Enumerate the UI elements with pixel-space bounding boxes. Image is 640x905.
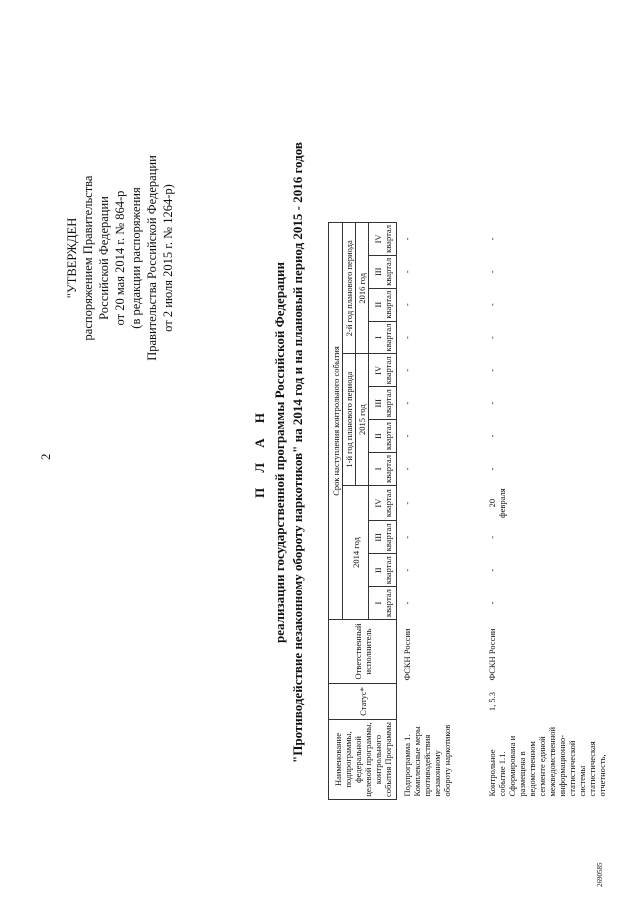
row-cell: - bbox=[402, 568, 412, 572]
row-cell: - bbox=[402, 303, 412, 307]
plan-program-name: "Противодействие незаконному обороту наркотиков" на 2014 год и на плановый период 2015 - 2016 годов bbox=[290, 142, 305, 763]
row-cell: - bbox=[402, 535, 412, 539]
row-cell: - bbox=[402, 237, 412, 241]
row-cell: - bbox=[402, 368, 412, 372]
row-cell: - bbox=[486, 303, 497, 307]
quarter-header: II квартал bbox=[369, 288, 397, 321]
row-cell: - bbox=[402, 401, 412, 405]
row-status: 1, 5.3 bbox=[486, 691, 497, 712]
quarter-header: III квартал bbox=[369, 255, 397, 288]
header-deadline: Срок наступления контрольного события bbox=[329, 223, 343, 620]
row-cell: - bbox=[402, 434, 412, 438]
header-plan2: 2-й год планового периода bbox=[343, 223, 356, 354]
row-cell: - bbox=[402, 501, 412, 505]
row-cell: - bbox=[402, 270, 412, 274]
plan-subtitle: реализации государственной программы Российской Федерации bbox=[272, 262, 287, 643]
quarter-header: IV квартал bbox=[369, 485, 397, 521]
quarter-header: IV квартал bbox=[369, 354, 397, 387]
row-cell: - bbox=[486, 535, 497, 539]
approval-line: Правительства Российской Федерации bbox=[145, 155, 159, 361]
row-cell: - bbox=[402, 467, 412, 471]
row-cell: - bbox=[486, 336, 497, 339]
approval-line: (в редакции распоряжения bbox=[129, 187, 143, 329]
page-number: 2 bbox=[38, 453, 53, 460]
approval-line: Российской Федерации bbox=[97, 196, 111, 320]
row-cell: - bbox=[486, 568, 497, 572]
header-year-2014: 2014 год bbox=[343, 485, 369, 619]
row-cell: - bbox=[486, 601, 497, 605]
header-executor: Ответственный исполнитель bbox=[329, 620, 397, 684]
row-cell: - bbox=[486, 237, 497, 241]
header-name: Наименование подпрограммы, федеральной целевой программы, контрольного события Программы bbox=[329, 720, 397, 800]
plan-title: П Л А Н bbox=[252, 406, 267, 499]
header-status: Статус* bbox=[329, 684, 397, 720]
header-plan1: 1-й год планового периода bbox=[343, 354, 356, 485]
row-name: Подпрограмма 1. Комплексные меры противодействия незаконному обороту наркотиков bbox=[402, 724, 452, 797]
row-cell: - bbox=[486, 368, 497, 372]
quarter-header: I квартал bbox=[369, 453, 397, 486]
header-year-2015: 2015 год bbox=[356, 354, 369, 485]
plan-table bbox=[328, 222, 607, 800]
quarter-header: III квартал bbox=[369, 387, 397, 420]
quarter-header: II квартал bbox=[369, 420, 397, 453]
row-cell: 20 февраля bbox=[486, 488, 507, 518]
row-cell: - bbox=[402, 601, 412, 605]
quarter-header: III квартал bbox=[369, 521, 397, 554]
quarter-header: I квартал bbox=[369, 321, 397, 354]
row-name: Контрольное событие 1.1. Сформирована и размещена в ведомственном сегменте единой межведомственной информационно-статистической системы статистическая отчетность, bbox=[486, 726, 607, 797]
document-code: 2690585 bbox=[596, 862, 604, 887]
approval-line: от 2 июля 2015 г. № 1264-р) bbox=[161, 184, 175, 332]
approval-line: "УТВЕРЖДЕН bbox=[65, 217, 79, 299]
row-cell: - bbox=[486, 434, 497, 438]
header-year-2016: 2016 год bbox=[356, 223, 369, 354]
approval-line: от 20 мая 2014 г. № 864-р bbox=[113, 190, 127, 326]
row-executor: ФСКН России bbox=[486, 628, 497, 681]
row-cell: - bbox=[486, 270, 497, 274]
table-row bbox=[397, 223, 482, 800]
table-row bbox=[482, 223, 607, 800]
row-cell: - bbox=[486, 467, 497, 471]
row-executor: ФСКН России bbox=[402, 628, 412, 681]
row-status bbox=[397, 684, 482, 720]
quarter-header: II квартал bbox=[369, 554, 397, 587]
approval-line: распоряжением Правительства bbox=[81, 175, 95, 341]
approval-stamp bbox=[64, 108, 176, 408]
quarter-header: I квартал bbox=[369, 587, 397, 620]
row-cell: - bbox=[402, 336, 412, 339]
quarter-header: IV квартал bbox=[369, 223, 397, 256]
row-cell: - bbox=[486, 401, 497, 405]
